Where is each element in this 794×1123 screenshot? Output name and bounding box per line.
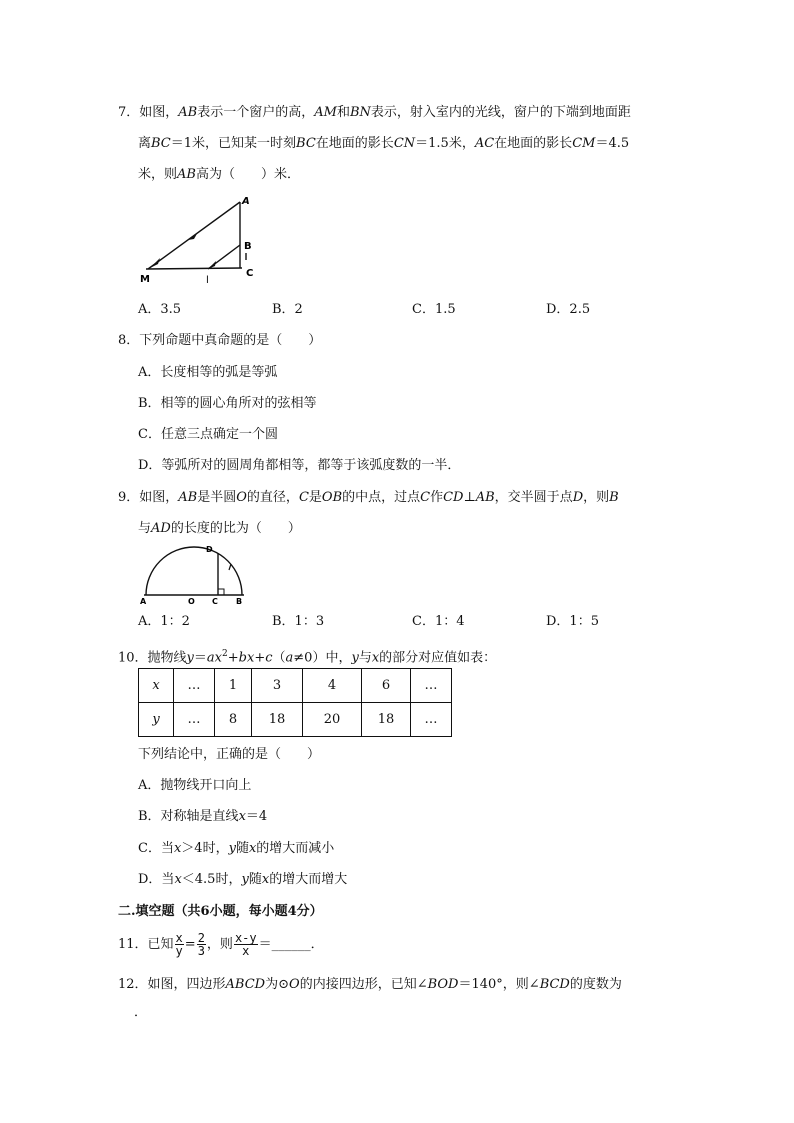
table-row (139, 669, 452, 703)
table-cell: … (174, 703, 215, 737)
fraction-2-over-3: $\frac{2}{3}$ (197, 931, 205, 958)
q7-label-a: A (242, 196, 250, 207)
answer-blank[interactable]: ______ (271, 937, 311, 952)
q7-label-m: M (140, 274, 150, 285)
table-cell: … (411, 703, 452, 737)
q12-line: 12．如图，四边形ABCD为⊙O的内接四边形，已知∠BOD＝140°，则∠BCD的度数为 (118, 977, 622, 992)
q7-figure (136, 192, 266, 288)
q9-option-a[interactable]: A．1：2 (138, 614, 190, 629)
q7-option-b[interactable]: B．2 (272, 302, 303, 317)
q10-option-b[interactable]: B．对称轴是直线x＝4 (138, 809, 268, 824)
q12-end: ． (134, 1005, 148, 1020)
fraction-x-minus-y-over-x: $\frac{x-y}{x}$ (234, 931, 257, 958)
q9-right-angle (218, 589, 224, 595)
q7-label-c: C (246, 268, 254, 279)
q8-option-d[interactable]: D．等弧所对的圆周角都相等，都等于该弧度数的一半． (138, 458, 461, 473)
q9-option-d[interactable]: D．1：5 (546, 614, 599, 629)
table-cell: 6 (362, 669, 411, 703)
table-row (139, 703, 452, 737)
fraction-x-over-y: $\frac{x}{y}$ (175, 931, 183, 958)
q7-line-2: 离BC＝1米，已知某一时刻BC在地面的影长CN＝1.5米，AC在地面的影长CM＝4.5 (138, 136, 630, 151)
q10-option-a[interactable]: A．抛物线开口向上 (138, 778, 252, 793)
q10-option-d[interactable]: D．当x＜4.5时，y随x的增大而增大 (138, 872, 348, 887)
table-cell: 20 (303, 703, 362, 737)
q9-line-2: 与AD的长度的比为（ ） (138, 521, 301, 536)
table-cell: 4 (303, 669, 362, 703)
q7-option-a[interactable]: A．3.5 (138, 302, 182, 317)
q10-stem: 10．抛物线$y=ax^2+bx+c(a\ne 0)$中，y与x的部分对应值如表： (118, 649, 497, 666)
q9-label-c: C (212, 597, 218, 604)
q7-option-d[interactable]: D．2.5 (546, 302, 591, 317)
q7-label-b: B (244, 241, 252, 252)
table-cell: 3 (252, 669, 303, 703)
q8-stem: 8．下列命题中真命题的是（ ） (118, 333, 322, 348)
q9-option-c[interactable]: C．1：4 (412, 614, 465, 629)
q7-arrow-m (150, 258, 160, 268)
table-cell: 18 (252, 703, 303, 737)
section-heading: 二.填空题（共6小题，每小题4分） (118, 904, 323, 919)
q9-figure (136, 542, 248, 604)
q8-option-c[interactable]: C．任意三点确定一个圆 (138, 427, 278, 442)
q9-label-b: B (236, 597, 243, 604)
q11-line: 11．已知 $\frac{x}{y}$ = $\frac{2}{3}$ ，则 $\frac{x-y}{x}$ ＝______． (118, 931, 324, 958)
q7-option-c[interactable]: C．1.5 (412, 302, 456, 317)
table-cell: 8 (215, 703, 252, 737)
q9-line-1: 9．如图，AB是半圆O的直径，C是OB的中点，过点C作CD⊥AB，交半圆于点D，则B (118, 490, 619, 505)
q9-arc-mark (229, 564, 231, 570)
table-cell: y (139, 703, 174, 737)
table-cell: x (139, 669, 174, 703)
q8-option-b[interactable]: B．相等的圆心角所对的弦相等 (138, 396, 317, 411)
q7-line-1: 7．如图，AB表示一个窗户的高，AM和BN表示，射入室内的光线，窗户的下端到地面距 (118, 105, 631, 120)
table-cell: … (411, 669, 452, 703)
q7-line-mc (146, 268, 242, 269)
table-cell: 1 (215, 669, 252, 703)
q9-option-b[interactable]: B．1：3 (272, 614, 325, 629)
q9-label-a: A (140, 597, 147, 604)
q8-option-a[interactable]: A．长度相等的弧是等弧 (138, 365, 278, 380)
q9-semicircle (146, 547, 242, 595)
q10-value-table (138, 668, 452, 737)
q10-option-c[interactable]: C．当x＞4时，y随x的增大而减小 (138, 841, 335, 856)
q10-prompt: 下列结论中，正确的是（ ） (138, 747, 321, 762)
q7-line-3: 米，则AB高为（ ）米． (138, 167, 300, 182)
table-cell: 18 (362, 703, 411, 737)
q7-label-n: l (206, 275, 209, 286)
q9-label-o: O (188, 597, 195, 604)
table-cell: … (174, 669, 215, 703)
q9-label-d: D (206, 545, 213, 554)
